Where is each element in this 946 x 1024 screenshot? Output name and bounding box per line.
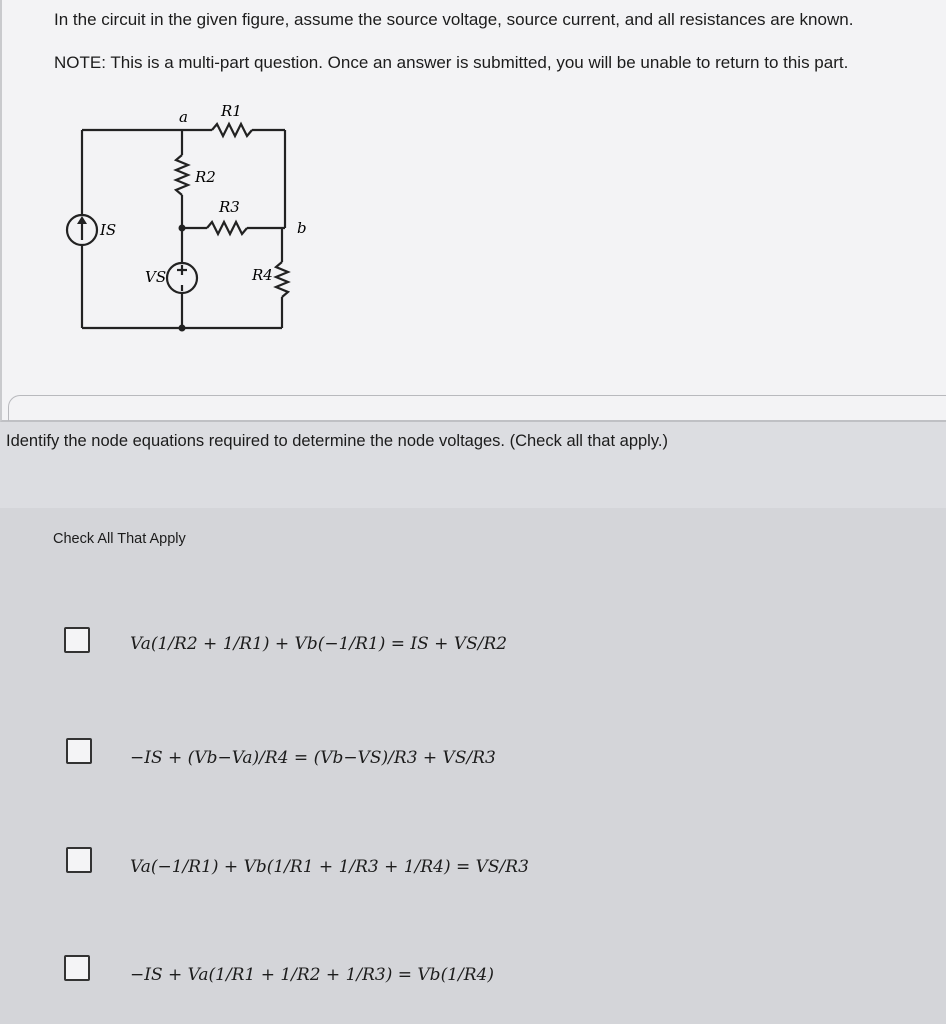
option-3-checkbox[interactable] [66,847,92,873]
option-1-equation: Va(1/R2 + 1/R1) + Vb(−1/R1) = IS + VS/R2 [130,634,508,654]
is-label: IS [100,221,117,239]
option-4-equation: −IS + Va(1/R1 + 1/R2 + 1/R3) = Vb(1/R4) [130,965,494,985]
prompt-text: Identify the node equations required to determine the node voltages. (Check all that apply.) [6,432,668,450]
option-3-equation: Va(−1/R1) + Vb(1/R1 + 1/R3 + 1/R4) = VS/R3 [130,857,529,877]
option-4-checkbox[interactable] [64,955,90,981]
check-all-label: Check All That Apply [53,531,186,547]
r4-label: R4 [252,266,273,284]
option-2-equation: −IS + (Vb−Va)/R4 = (Vb−VS)/R3 + VS/R3 [130,748,496,768]
question-card [0,0,946,422]
node-b-label: b [297,219,307,237]
node-a-label: a [179,108,188,126]
r2-label: R2 [195,168,216,186]
question-text: In the circuit in the given figure, assume the source voltage, source current, and all resistances are known. [54,10,854,29]
option-1-checkbox[interactable] [64,627,90,653]
vs-label: VS [145,268,167,286]
r1-label: R1 [221,102,242,120]
note-text: NOTE: This is a multi-part question. Once an answer is submitted, you will be unable to return to this part. [54,53,849,72]
r3-label: R3 [219,198,240,216]
option-2-checkbox[interactable] [66,738,92,764]
circuit-diagram [57,100,387,340]
